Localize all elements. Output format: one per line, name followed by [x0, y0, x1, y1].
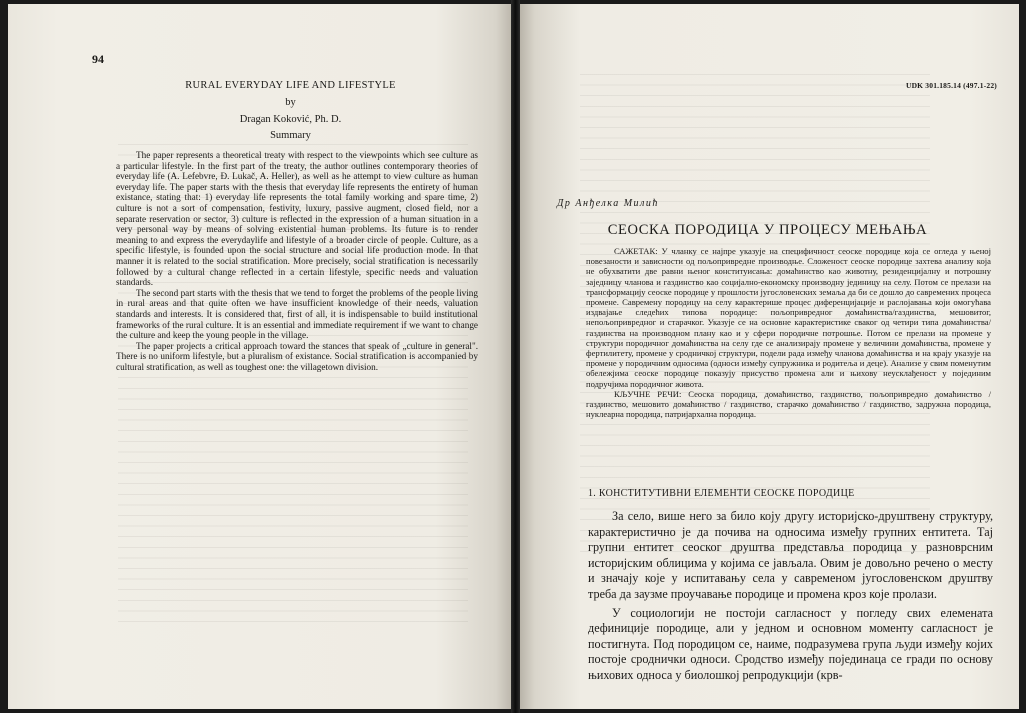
page-number: 94 [92, 52, 104, 66]
keywords-text: КЉУЧНЕ РЕЧИ: Сеоска породица, домаћинство, газдинство, пољопривредно домаћинство / газдинство, мешовито домаћинство / газдинство, старачко домаћинство / газдинство, задружна породица, нуклеарна породица, патријархална породица. [586, 388, 991, 420]
article-author: Др Анђелка Милић [557, 198, 659, 209]
section-heading: 1. КОНСТИТУТИВНИ ЕЛЕМЕНТИ СЕОСКЕ ПОРОДИЦЕ [588, 488, 855, 499]
abstract-block [586, 246, 991, 419]
summary-paragraph: The paper projects a critical approach toward the stances that speak of „culture in general". There is no uniform lifestyle, but a pluralism of existance. Social stratification is accompanied by cultural stratification, as well as toughest one: the villagetown division. [116, 340, 478, 372]
english-author: Dragan Koković, Ph. D. [239, 114, 342, 125]
body-paragraph: За село, више него за било коју другу историјско-друштвену структуру, карактеристично је да почива на односима између групних ентитета. Тај групни ентитет сеоског друштва представља породица у разноврсним историјским облицима у којима се јављала. Овим је довољно речено о месту и значају које у испитавању села у савременом југословенском друштву треба да заузме проучавање породице и промена кроз које пролази. [588, 509, 993, 601]
left-page [8, 4, 511, 709]
english-title: RURAL EVERYDAY LIFE AND LIFESTYLE [185, 80, 396, 91]
summary-body [116, 150, 478, 372]
byline-by: by [285, 97, 296, 108]
right-page [520, 4, 1019, 709]
article-body [588, 509, 993, 684]
summary-paragraph: The paper represents a theoretical treaty with respect to the viewpoints which see culture as a particular lifestyle. In the first part of the treaty, the author outlines contemporary theories of everyday life (A. Lefebvre, Đ. Lukač, A. Heller), as well as he attempt to view culture as human everyday life. The paper starts with the thesis that everyday life represents the entirety of human existance, stating that: 1) everyday life represents the total family working and spare time, 2) culture is not a sort of compensation, festivity, luxury, passive augment, closed field, nor a separate reservation or sector, 3) culture is reflected in the expression of a human situation in a very personal way by means of solving existential human problems. Its future is to render meaning to and express the everydaylife and lifestyle of a broader circle of people. Culture, as a specific lifestyle, is founded upon the social structure and social life production mode. In that manner it is related to the social stratification. More precisely, social stratification is necessarily followed by a cultural change reflected in a certain lifestyle, specific needs and valuation standards. [116, 150, 478, 288]
body-paragraph: У социологији не постоји сагласност у погледу свих елемената дефиниције породице, али у једном и основном моменту сагласност је постигнута. Под породицом се, наиме, подразумева група људи између којих постоје сроднички односи. Сродство између појединаца се гради по основу њихових односа у биолошкој репродукцији (крв- [588, 605, 993, 682]
abstract-text: САЖЕТАК: У чланку се најпре указује на специфичност сеоске породице која се огледа у њеној повезаности и зависности од пољопривредне производње. Сложеност сеоске породице захтева анализу која не обухватити две равни њеног конституисања: домаћинство као животну, резиденцијалну и потрошну заједницу чланова и газдинство као социјално-економску производну јединицу на селу. Потом се прелази на трансформацију сеоске породице у прошлости југословенских земаља да би се дошло до савремених процеса промене. Савремену породицу на селу карактерише процес диференцијације и раслојавања који омогућава издвајање следећих типова породице: пољопривредног домаћинства/газдинства, мешовитог, непољопривредног и старачког. Указује се на основне карактеристике сваког од четири типа домаћинства/газдинства на производном плану као и у сфери породичне потрошње. Потом се прелази на промене у структури породичног домаћинства на селу где се анализирају промене у величини домаћинства, промене у фертилитету, промене у сродничкој структури, подели рада између чланова домаћинства и на крају указује на промене у породичним односима (односи између супружника и родитеља и деце). Анализе у свим поменутим обележјима сеоске породице показују присуство промена али и њихову неусклађеност у појединим подручјима породичног живота. [586, 246, 991, 389]
summary-heading: Summary [270, 130, 311, 141]
udk-classification: UDK 301.185.14 (497.1-22) [905, 81, 997, 90]
summary-paragraph: The second part starts with the thesis that we tend to forget the problems of the people living in rural areas and that quite often we have insufficient knowledge of their needs, valuation standards and interests. It is considered that, first of all, it is indispensable to build institutional frameworks of the rural culture. It is an essential and immediate requirement if we want to change the culture and keep the young people in the village. [116, 287, 478, 341]
book-gutter [511, 0, 520, 713]
article-title: СЕОСКА ПОРОДИЦА У ПРОЦЕСУ МЕЊАЊА [607, 222, 928, 238]
